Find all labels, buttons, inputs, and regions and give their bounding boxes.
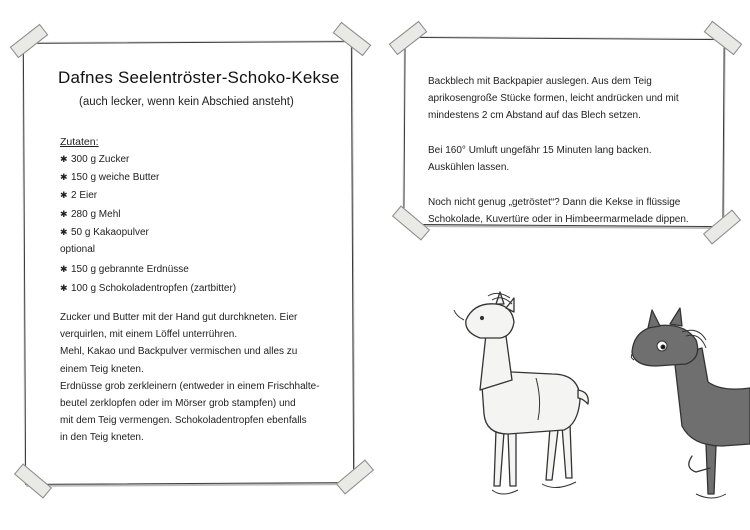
instructions-continued: Backblech mit Backpapier auslegen. Aus dem Teig aprikosengroße Stücke formen, leicht andrücken und mit mindestens 2 cm Abstand auf das Blech setzen. Bei 160° Umluft ungefähr 15 Minuten lang backen. Auskühlen lassen. Noch nicht genug „getröstet“? Dann die Kekse in flüssige Schokolade, Kuvertüre oder in Himbeermarmelade dippen. [428, 76, 689, 226]
ingredient-item: ✱ 280 g Mehl [60, 209, 121, 220]
ingredients-heading: Zutaten: [60, 136, 99, 148]
optional-label: optional [60, 244, 96, 255]
optional-ingredient-item: ✱ 100 g Schokoladentropfen (zartbitter) [60, 283, 237, 294]
bullet-star-icon: ✱ [60, 264, 68, 274]
recipe-subtitle: (auch lecker, wenn kein Abschied ansteht) [79, 96, 294, 108]
ingredient-item: ✱ 2 Eier [60, 190, 98, 201]
ingredient-item: ✱ 300 g Zucker [60, 154, 130, 165]
dark-llama-illustration [622, 296, 750, 506]
ingredient-item: ✱ 150 g weiche Butter [60, 172, 160, 183]
bullet-star-icon: ✱ [60, 209, 68, 219]
recipe-title: Dafnes Seelentröster-Schoko-Kekse [58, 68, 340, 87]
bullet-star-icon: ✱ [60, 172, 68, 182]
instructions-text: Zucker und Butter mit der Hand gut durchkneten. Eier verquirlen, mit einem Löffel unterrühren. Mehl, Kakao und Backpulver vermischen und alles zu einem Teig kneten. Erdnüsse grob zerkleinern (entweder in einem Frischhalte- beutel zerklopfen oder im Mörser grob stampfen) und mit dem Teig vermengen. Schokoladentropfen ebenfalls in den Teig kneten. [60, 312, 320, 444]
optional-ingredient-item: ✱ 150 g gebrannte Erdnüsse [60, 264, 189, 275]
bullet-star-icon: ✱ [60, 283, 68, 293]
bullet-star-icon: ✱ [60, 190, 68, 200]
bullet-star-icon: ✱ [60, 227, 68, 237]
white-llama-illustration [452, 290, 602, 505]
ingredient-item: ✱ 50 g Kakaopulver [60, 227, 149, 238]
bullet-star-icon: ✱ [60, 154, 68, 164]
